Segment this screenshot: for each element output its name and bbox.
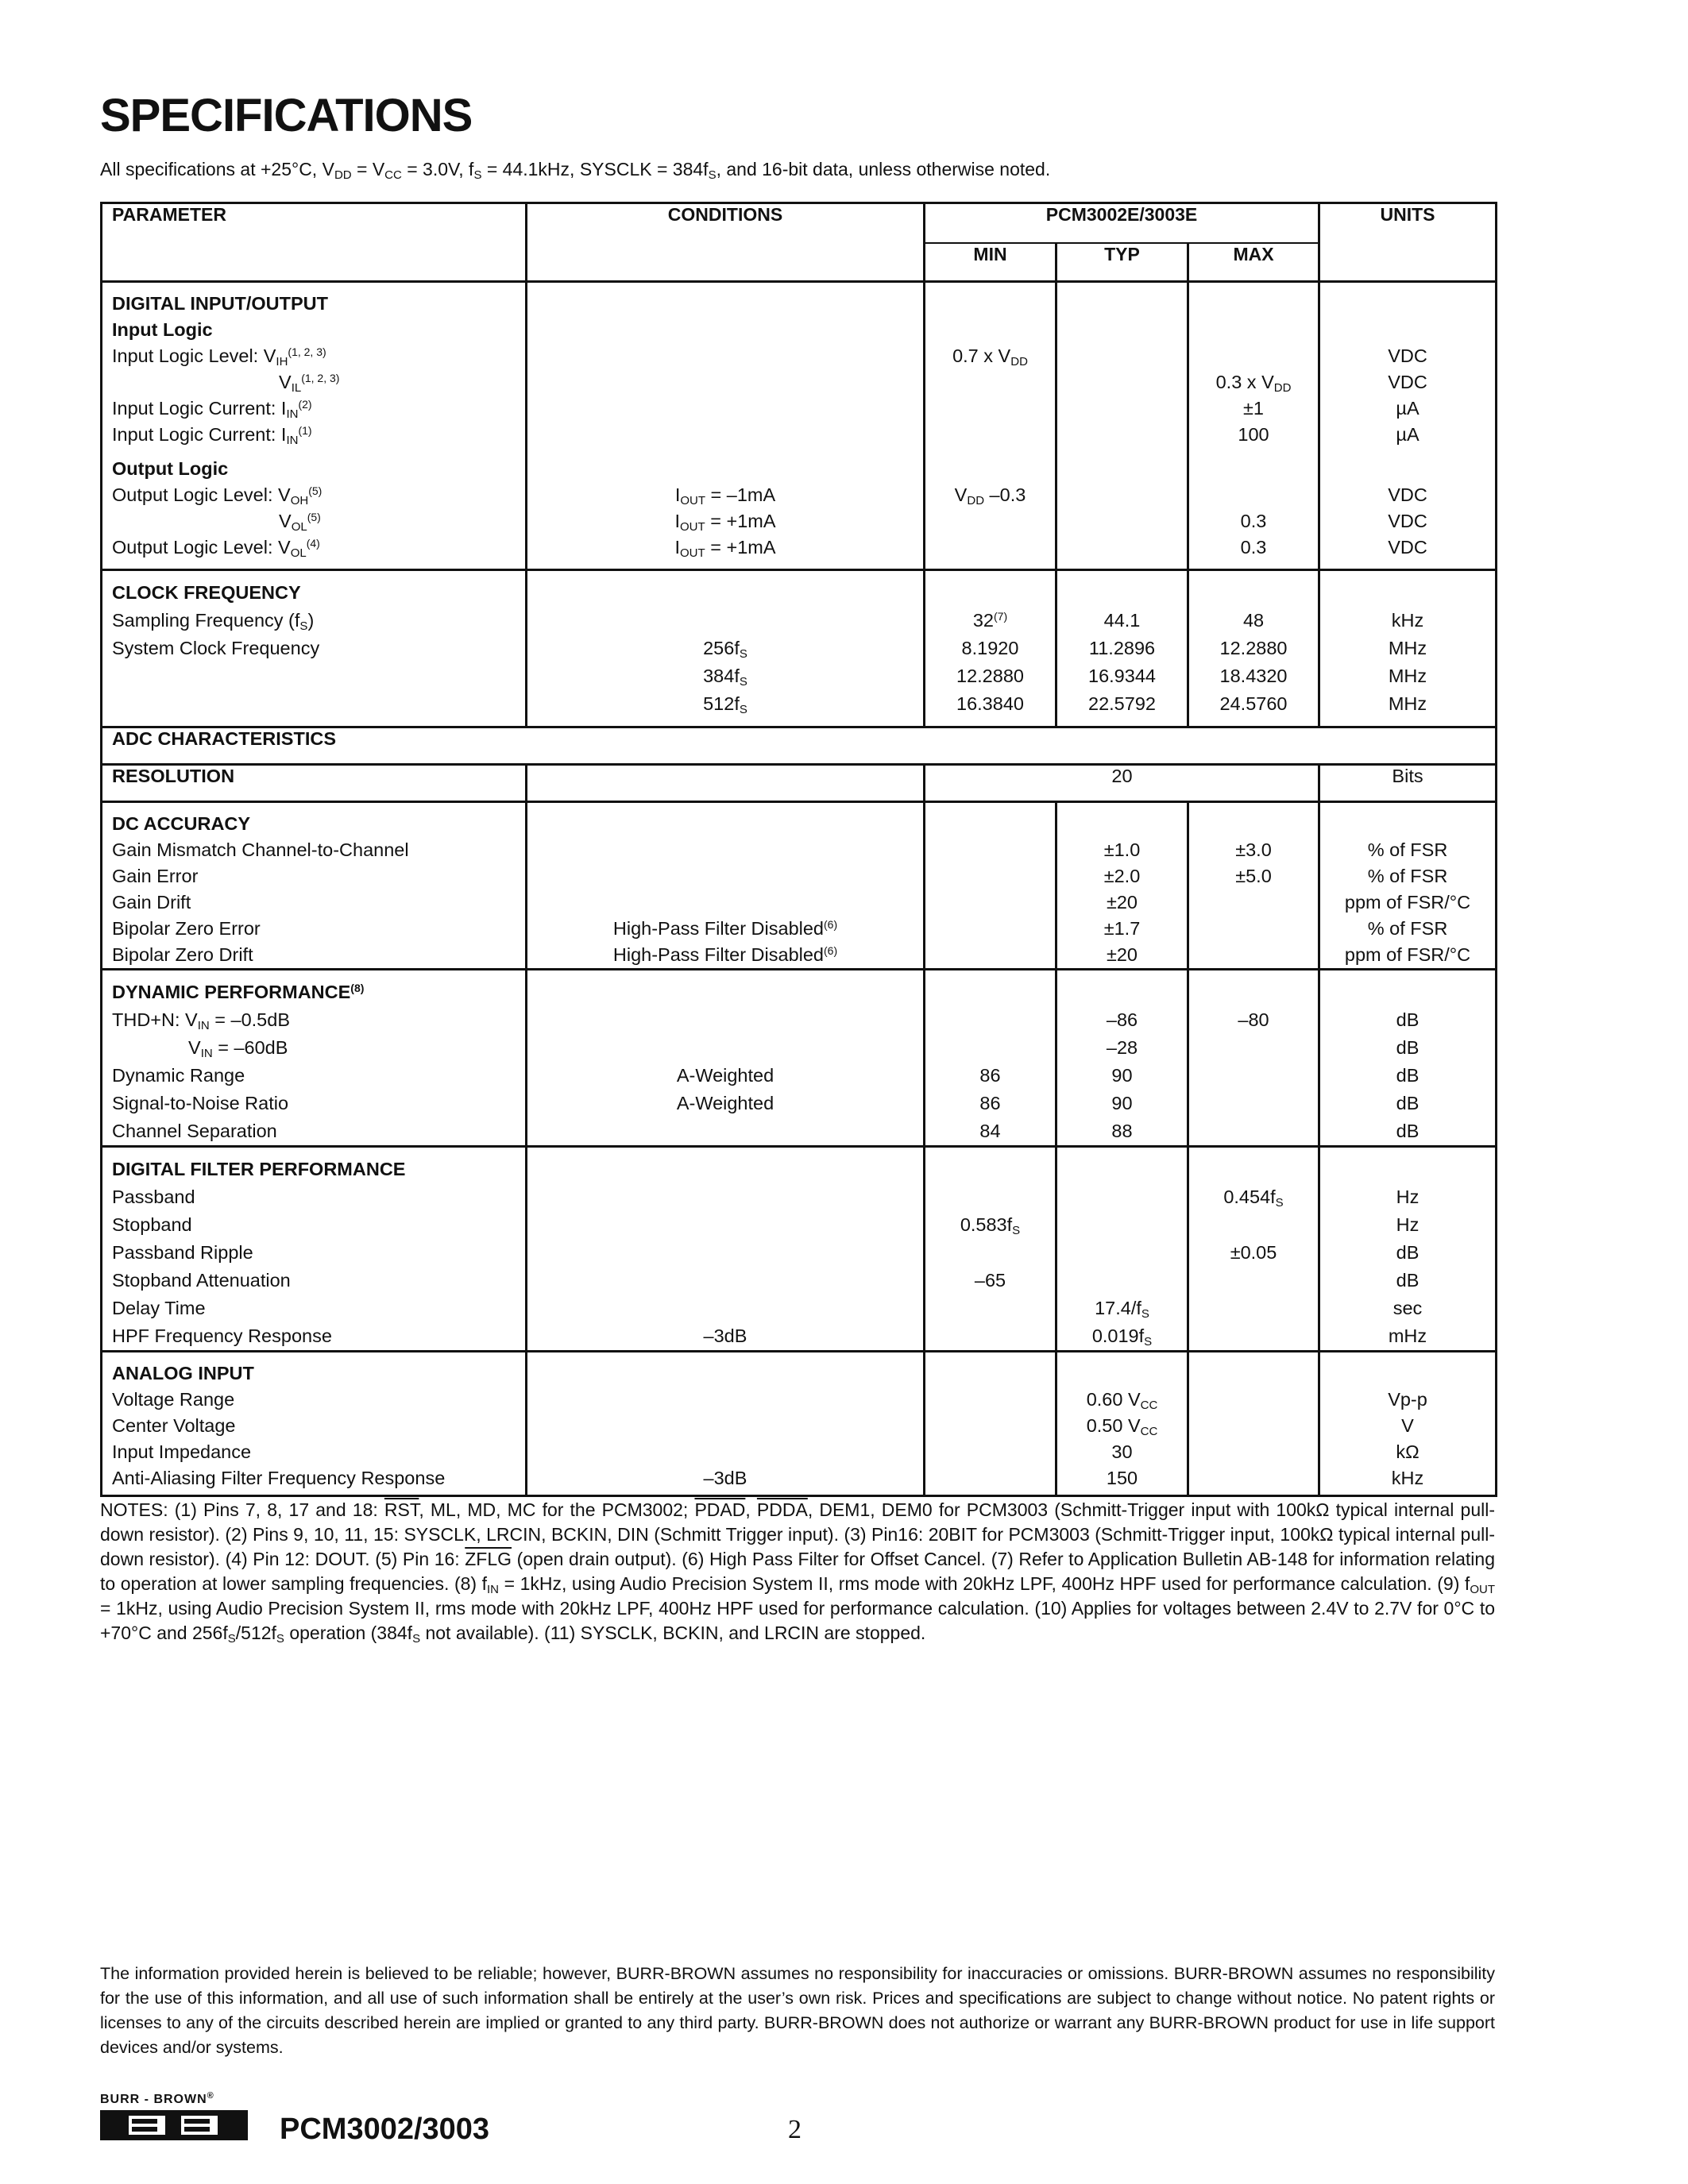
units-value: µA	[1396, 424, 1420, 445]
units-value: dB	[1396, 1242, 1420, 1263]
param-label: Voltage Range	[112, 1389, 235, 1410]
condition-value: $I_{OUT} = +1mA$	[674, 537, 776, 560]
param-label: $V_{OL}^{(5)}$	[279, 511, 321, 534]
section-dc-accuracy	[102, 802, 1497, 970]
param-label: Sampling Frequency $(f_S)$	[112, 610, 315, 633]
section-clock-frequency	[102, 570, 1497, 727]
bb-logo-icon	[100, 2110, 248, 2140]
min-value: 12.2880	[956, 666, 1024, 686]
condition-value: $256f_S$	[703, 638, 747, 661]
min-value: $0.583f_S$	[960, 1214, 1021, 1237]
typ-value: ±2.0	[1103, 866, 1141, 886]
max-value: ±1	[1243, 398, 1264, 419]
max-value: 0.3 x $V_{DD}$	[1215, 372, 1292, 395]
units-value: dB	[1396, 1270, 1420, 1291]
param-label: Signal-to-Noise Ratio	[112, 1093, 289, 1113]
section-digital-io	[102, 282, 1497, 570]
param-label: Bipolar Zero Error	[112, 918, 261, 939]
condition-value: High-Pass Filter Disabled$^{(6)}$	[612, 944, 838, 965]
param-label: Center Voltage	[112, 1415, 236, 1436]
max-value: 100	[1238, 424, 1269, 445]
param-label: Anti-Aliasing Filter Frequency Response	[112, 1468, 446, 1488]
param-label: Stopband	[112, 1214, 192, 1235]
header-min: MIN	[925, 243, 1056, 282]
units-value: dB	[1396, 1009, 1420, 1030]
typ-value: $17.4/f_S$	[1095, 1298, 1149, 1321]
param-label: Gain Drift	[112, 892, 191, 913]
param-label: Input Logic Current: $I_{IN}^{(2)}$	[112, 398, 312, 421]
subsection-title: Output Logic	[112, 458, 229, 479]
header-max: MAX	[1188, 243, 1319, 282]
disclaimer: The information provided herein is believed to be reliable; however, BURR-BROWN assumes no responsibility for inaccuracies or omissions. BURR-BROWN assumes no responsibility for the use of this information, and all use of such information shall be entirely at the user’s own risk. Prices and specifications are subject to change without notice. No patent rights or licenses to any of the circuits described herein are implied or granted to any third party. BURR-BROWN does not authorize or warrant any BURR-BROWN product for use in life support devices and/or systems.	[100, 1964, 1495, 2057]
typ-value: 22.5792	[1088, 693, 1156, 714]
typ-value: ±1.0	[1103, 839, 1141, 860]
units-value: dB	[1396, 1037, 1420, 1058]
header-parameter: PARAMETER	[102, 203, 527, 282]
min-value: 16.3840	[956, 693, 1024, 714]
param-label: RESOLUTION	[102, 765, 527, 802]
typ-value: 0.60 $V_{CC}$	[1086, 1389, 1158, 1412]
units-value: VDC	[1388, 537, 1427, 558]
header-typ: TYP	[1056, 243, 1188, 282]
condition-value: $384f_S$	[703, 666, 747, 689]
param-label: Delay Time	[112, 1298, 206, 1318]
condition-value: –3dB	[703, 1325, 747, 1346]
condition-value: $I_{OUT} = +1mA$	[674, 511, 776, 534]
header-conditions: CONDITIONS	[527, 203, 925, 282]
max-value: 48	[1242, 610, 1265, 631]
max-value: ±0.05	[1230, 1242, 1277, 1263]
typ-value: 20	[1056, 765, 1188, 802]
param-label: System Clock Frequency	[112, 638, 320, 658]
section-title: DC ACCURACY	[112, 813, 251, 834]
typ-value: 88	[1111, 1121, 1133, 1141]
param-label: Input Logic Current: $I_{IN}^{(1)}$	[112, 424, 312, 447]
max-value: 24.5760	[1219, 693, 1288, 714]
section-title: DYNAMIC PERFORMANCE$^{(8)}$	[112, 982, 365, 1002]
param-label: Output Logic Level: $V_{OH}^{(5)}$	[112, 484, 323, 507]
burr-brown-logo	[100, 2091, 248, 2140]
units-value: dB	[1396, 1065, 1420, 1086]
max-value: 0.3	[1240, 537, 1267, 558]
condition-value: High-Pass Filter Disabled$^{(6)}$	[612, 918, 838, 939]
section-title: ANALOG INPUT	[112, 1363, 254, 1383]
max-value: $0.454f_S$	[1223, 1187, 1284, 1210]
condition-value: $512f_S$	[703, 693, 747, 716]
typ-value: 11.2896	[1088, 638, 1156, 658]
param-label: Gain Error	[112, 866, 199, 886]
units-value: VDC	[1388, 484, 1427, 505]
header-product: PCM3002E/3003E	[925, 203, 1319, 244]
max-value: –80	[1238, 1009, 1269, 1030]
units-value: kHz	[1391, 610, 1424, 631]
param-label: Dynamic Range	[112, 1065, 245, 1086]
param-label: Passband Ripple	[112, 1242, 253, 1263]
param-label: THD+N: $V_{IN} = -0.5dB$	[112, 1009, 290, 1032]
units-value: VDC	[1388, 345, 1427, 366]
units-value: Hz	[1396, 1214, 1420, 1235]
units-value: Bits	[1319, 765, 1497, 802]
units-value: kΩ	[1396, 1441, 1420, 1462]
units-value: MHz	[1388, 666, 1427, 686]
row-resolution	[102, 765, 1497, 802]
min-value: 8.1920	[961, 638, 1019, 658]
typ-value: –86	[1106, 1009, 1138, 1030]
min-value: 86	[979, 1065, 1001, 1086]
param-label: Channel Separation	[112, 1121, 277, 1141]
units-value: ppm of FSR/°C	[1344, 892, 1471, 913]
param-label: Input Impedance	[112, 1441, 252, 1462]
footer-part-number: PCM3002/3003	[280, 2113, 490, 2146]
typ-value: –28	[1106, 1037, 1138, 1058]
typ-value: ±20	[1106, 944, 1138, 965]
typ-value: 90	[1111, 1093, 1133, 1113]
typ-value: $0.019f_S$	[1091, 1325, 1153, 1349]
units-value: MHz	[1388, 638, 1427, 658]
typ-value: 44.1	[1103, 610, 1141, 631]
max-value: 12.2880	[1219, 638, 1288, 658]
units-value: % of FSR	[1367, 918, 1448, 939]
page-title: SPECIFICATIONS	[100, 90, 473, 141]
units-value: VDC	[1388, 511, 1427, 531]
units-value: Vp-p	[1388, 1389, 1427, 1410]
page-number: 2	[788, 2115, 802, 2144]
param-label: $V_{IL}^{(1, 2, 3)}$	[279, 372, 340, 395]
max-value: 18.4320	[1219, 666, 1288, 686]
min-value: –65	[974, 1270, 1006, 1291]
condition-value: $I_{OUT} = -1mA$	[674, 484, 776, 507]
typ-value: 16.9344	[1088, 666, 1156, 686]
units-value: dB	[1396, 1093, 1420, 1113]
logo-wordmark: BURR - BROWN®	[100, 2091, 214, 2106]
param-label: Output Logic Level: $V_{OL}^{(4)}$	[112, 537, 320, 560]
min-value: 0.7 x $V_{DD}$	[952, 345, 1028, 369]
typ-value: 90	[1111, 1065, 1133, 1086]
units-value: V	[1401, 1415, 1414, 1436]
condition-value: –3dB	[703, 1468, 747, 1488]
param-label: Gain Mismatch Channel-to-Channel	[112, 839, 409, 860]
units-value: kHz	[1391, 1468, 1424, 1488]
units-value: dB	[1396, 1121, 1420, 1141]
min-value: $V_{DD}$ –0.3	[954, 484, 1026, 507]
typ-value: 150	[1106, 1468, 1138, 1488]
typ-value: 30	[1111, 1441, 1133, 1462]
section-adc-characteristics: ADC CHARACTERISTICS	[102, 727, 1497, 765]
section-title: DIGITAL FILTER PERFORMANCE	[112, 1159, 406, 1179]
param-label: Stopband Attenuation	[112, 1270, 291, 1291]
section-digital-filter	[102, 1147, 1497, 1352]
section-title: CLOCK FREQUENCY	[112, 582, 301, 603]
condition-value: A-Weighted	[676, 1065, 774, 1086]
subsection-title: Input Logic	[112, 319, 213, 340]
min-value: 86	[979, 1093, 1001, 1113]
units-value: mHz	[1388, 1325, 1427, 1346]
param-label: Bipolar Zero Drift	[112, 944, 253, 965]
units-value: ppm of FSR/°C	[1344, 944, 1471, 965]
section-title: DIGITAL INPUT/OUTPUT	[112, 293, 328, 314]
units-value: µA	[1396, 398, 1420, 419]
typ-value: ±1.7	[1103, 918, 1141, 939]
param-label: $V_{IN} = -60dB$	[188, 1037, 288, 1060]
param-label: Input Logic Level: $V_{IH}^{(1, 2, 3)}$	[112, 345, 326, 369]
max-value: ±5.0	[1235, 866, 1272, 886]
typ-value: ±20	[1106, 892, 1138, 913]
param-label: Passband	[112, 1187, 195, 1207]
units-value: VDC	[1388, 372, 1427, 392]
condition-value: A-Weighted	[676, 1093, 774, 1113]
typ-value: 0.50 $V_{CC}$	[1086, 1415, 1158, 1438]
max-value: ±3.0	[1235, 839, 1272, 860]
min-value: 32$^{(7)}$	[972, 610, 1008, 631]
param-label: HPF Frequency Response	[112, 1325, 332, 1346]
spec-table	[100, 202, 1497, 1497]
units-value: % of FSR	[1367, 866, 1448, 886]
min-value: 84	[979, 1121, 1001, 1141]
notes-paragraph: NOTES: (1) Pins 7, 8, 17 and 18: $\overline{RST}$, ML, MD, MC for the PCM3002; PDAD, PDDA, DEM1, DEM0 for PCM3003 (Schmitt-Trigger input with 100kΩ typical internal pull-down resistor). (2) Pins 9, 10, 11, 15: SYSCLK, LRCIN, BCKIN, DIN (Schmitt Trigger input). (3) Pin16: 20BIT for PCM3003 (Schmitt-Trigger input, 100kΩ typical internal pull-down resistor). (4) Pin 12: DOUT. (5) Pin 16: ZFLG (open drain output). (6) High Pass Filter for Offset Cancel. (7) Refer to Application Bulletin AB-148 for information relating to operation at lower sampling frequencies. (8) $f_{IN} = 1kHz$, using Audio Precision System II, rms mode with 20kHz LPF, 400Hz HPF used for performance calculation. (9) $f_{OUT} = 1kHz$, using Audio Precision System II, rms mode with 20kHz LPF, 400Hz HPF used for performance calculation. (10) Applies for voltages between 2.4V to 2.7V for 0°C to +70°C and $256f_S/512f_S$ operation ($384f_S$ not available). (11) SYSCLK, BCKIN, and LRCIN are stopped.	[100, 1499, 1495, 1646]
spec-conditions: All specifications at +25°C, $V_{DD} = V_{CC} = 3.0V$, $f_S = 44.1kHz$, SYSCLK = $384f_S$, and 16-bit data, unless otherwise noted.	[100, 159, 1051, 182]
units-value: % of FSR	[1367, 839, 1448, 860]
section-dynamic-performance	[102, 970, 1497, 1147]
units-value: Hz	[1396, 1187, 1420, 1207]
max-value: 0.3	[1240, 511, 1267, 531]
units-value: MHz	[1388, 693, 1427, 714]
header-units: UNITS	[1319, 203, 1497, 282]
units-value: sec	[1393, 1298, 1423, 1318]
section-analog-input	[102, 1352, 1497, 1496]
